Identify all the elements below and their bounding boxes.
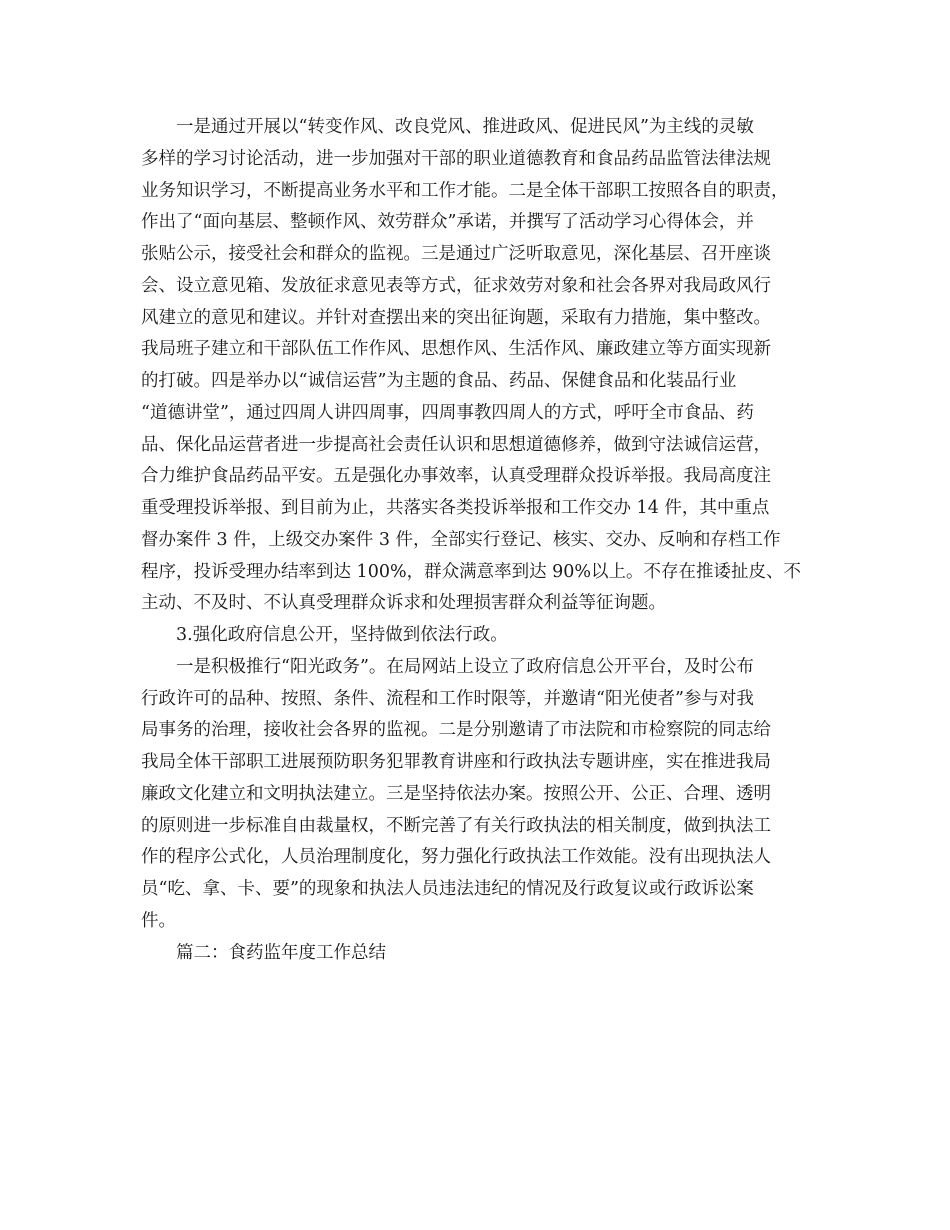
paragraph-line: 廉政文化建立和文明执法建立。三是坚持依法办案。按照公开、公正、合理、透明 — [141, 783, 771, 804]
paragraph-line: 的打破。四是举办以“诚信运营”为主题的食品、药品、保健食品和化装品行业 — [141, 371, 737, 391]
paragraph-line: 一是通过开展以“转变作风、改良党风、推进政风、促进民风”为主线的灵敏 — [176, 117, 754, 137]
paragraph-line: 行政许可的品种、按照、条件、流程和工作时限等，并邀请“阳光使者”参与对我 — [141, 688, 754, 709]
paragraph-line: 品、保化品运营者进一步提高社会责任认识和思想道德修养，做到守法诚信运营， — [141, 434, 771, 455]
paragraph-line: 张贴公示，接受社会和群众的监视。三是通过广泛听取意见，深化基层、召开座谈 — [141, 244, 771, 264]
paragraph-line: 重受理投诉举报、到目前为止，共落实各类投诉举报和工作交办 14 件，其中重点 — [141, 498, 770, 518]
paragraph-line: 督办案件 3 件，上级交办案件 3 件，全部实行登记、核实、交办、反响和存档工作 — [141, 529, 781, 550]
paragraph-line: 多样的学习讨论活动，进一步加强对干部的职业道德教育和食品药品监管法律法规 — [141, 148, 771, 169]
paragraph-line: 会、设立意见箱、发放征求意见表等方式，征求效劳对象和社会各界对我局政风行 — [141, 275, 771, 296]
body-text — [141, 112, 821, 969]
paragraph-line: 作出了“面向基层、整顿作风、效劳群众”承诺，并撰写了活动学习心得体会，并 — [141, 212, 754, 233]
section-heading: 3.强化政府信息公开，坚持做到依法行政。 — [176, 625, 508, 645]
paragraph-line: 作的程序公式化，人员治理制度化，努力强化行政执法工作效能。没有出现执法人 — [141, 847, 771, 868]
paragraph-line: 我局班子建立和干部队伍工作作风、思想作风、生活作风、廉政建立等方面实现新 — [141, 339, 771, 360]
paragraph-line: 局事务的治理，接收社会各界的监视。二是分别邀请了市法院和市检察院的同志给 — [141, 720, 771, 741]
chapter-heading: 篇二：食药监年度工作总结 — [176, 942, 386, 963]
paragraph-line: 员“吃、拿、卡、要”的现象和执法人员违法违纪的情况及行政复议或行政诉讼案 — [141, 879, 754, 899]
paragraph-line: 一是积极推行“阳光政务”。在局网站上设立了政府信息公开平台，及时公布 — [176, 656, 754, 677]
paragraph-line: 的原则进一步标准自由裁量权，不断完善了有关行政执法的相关制度，做到执法工 — [141, 815, 771, 836]
paragraph-line: 主动、不及时、不认真受理群众诉求和处理损害群众利益等征询题。 — [141, 593, 666, 614]
paragraph-line: 件。 — [141, 910, 176, 931]
paragraph-line: “道德讲堂”，通过四周人讲四周事，四周事教四周人的方式，呼吁全市食品、药 — [141, 402, 754, 423]
paragraph-line: 合力维护食品药品平安。五是强化办事效率，认真受理群众投诉举报。我局高度注 — [141, 466, 771, 487]
paragraph-line: 程序，投诉受理办结率到达 100%，群众满意率到达 90%以上。不存在推诿扯皮、不 — [141, 561, 802, 582]
paragraph-line: 业务知识学习，不断提高业务水平和工作才能。二是全体干部职工按照各自的职责， — [141, 180, 789, 201]
paragraph-line: 我局全体干部职工进展预防职务犯罪教育讲座和行政执法专题讲座，实在推进我局 — [141, 752, 771, 772]
paragraph-line: 风建立的意见和建议。并针对查摆出来的突出征询题，采取有力措施，集中整改。 — [141, 307, 771, 328]
